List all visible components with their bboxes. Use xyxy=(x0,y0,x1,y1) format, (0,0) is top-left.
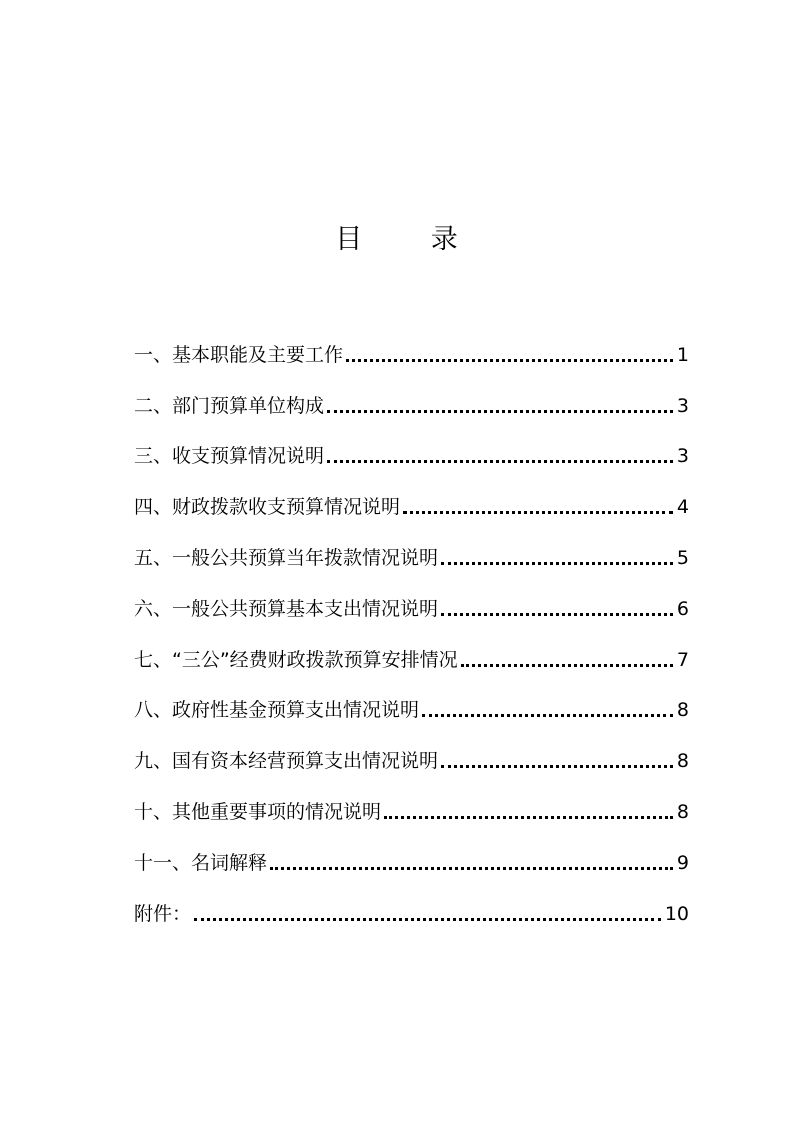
table-of-contents xyxy=(134,318,689,928)
toc-entry[interactable] xyxy=(134,318,689,369)
toc-entry[interactable] xyxy=(134,724,689,775)
toc-entry-page: 3 xyxy=(676,394,689,417)
toc-dot-leader xyxy=(327,410,673,413)
toc-entry-page: 5 xyxy=(676,546,689,569)
toc-entry-label: 四、财政拨款收支预算情况说明 xyxy=(134,496,401,519)
toc-dot-leader xyxy=(327,460,673,463)
toc-dot-leader xyxy=(422,714,673,717)
toc-entry-page: 6 xyxy=(676,597,689,620)
toc-dot-leader xyxy=(403,511,673,514)
toc-entry[interactable] xyxy=(134,826,689,877)
toc-dot-leader xyxy=(270,867,673,870)
toc-entry[interactable] xyxy=(134,572,689,623)
toc-entry-label: 三、收支预算情况说明 xyxy=(134,445,325,468)
toc-entry[interactable] xyxy=(134,674,689,725)
toc-entry[interactable] xyxy=(134,877,689,928)
toc-entry-page: 1 xyxy=(676,343,689,366)
toc-dot-leader xyxy=(384,816,673,819)
toc-entry[interactable] xyxy=(134,420,689,471)
toc-entry-page: 8 xyxy=(676,800,689,823)
toc-entry-label: 十一、名词解释 xyxy=(134,851,268,874)
toc-entry[interactable] xyxy=(134,623,689,674)
toc-entry-label: 五、一般公共预算当年拨款情况说明 xyxy=(134,546,439,569)
toc-entry-label: 八、政府性基金预算支出情况说明 xyxy=(134,699,420,722)
toc-entry[interactable] xyxy=(134,470,689,521)
toc-entry-label: 一、基本职能及主要工作 xyxy=(134,343,344,366)
toc-entry-page: 4 xyxy=(676,496,689,519)
toc-entry[interactable] xyxy=(134,775,689,826)
toc-title: 目 录 xyxy=(335,224,488,255)
toc-entry[interactable] xyxy=(134,369,689,420)
toc-entry-page: 3 xyxy=(676,445,689,468)
toc-entry-label: 六、一般公共预算基本支出情况说明 xyxy=(134,597,439,620)
toc-entry-label: 九、国有资本经营预算支出情况说明 xyxy=(134,750,439,773)
toc-entry-page: 10 xyxy=(664,902,689,925)
toc-entry[interactable] xyxy=(134,521,689,572)
toc-entry-page: 9 xyxy=(676,851,689,874)
toc-entry-label: 十、其他重要事项的情况说明 xyxy=(134,800,382,823)
toc-entry-page: 7 xyxy=(676,648,689,671)
toc-dot-leader xyxy=(441,613,673,616)
toc-dot-leader xyxy=(441,562,673,565)
toc-entry-label: 七、“三公”经费财政拨款预算安排情况 xyxy=(134,648,458,671)
toc-entry-page: 8 xyxy=(676,750,689,773)
toc-entry-page: 8 xyxy=(676,699,689,722)
toc-dot-leader xyxy=(194,918,661,921)
toc-dot-leader xyxy=(461,664,673,667)
toc-entry-label: 二、部门预算单位构成 xyxy=(134,394,325,417)
toc-dot-leader xyxy=(441,765,673,768)
toc-dot-leader xyxy=(346,359,673,362)
toc-entry-label: 附件： xyxy=(134,902,192,925)
